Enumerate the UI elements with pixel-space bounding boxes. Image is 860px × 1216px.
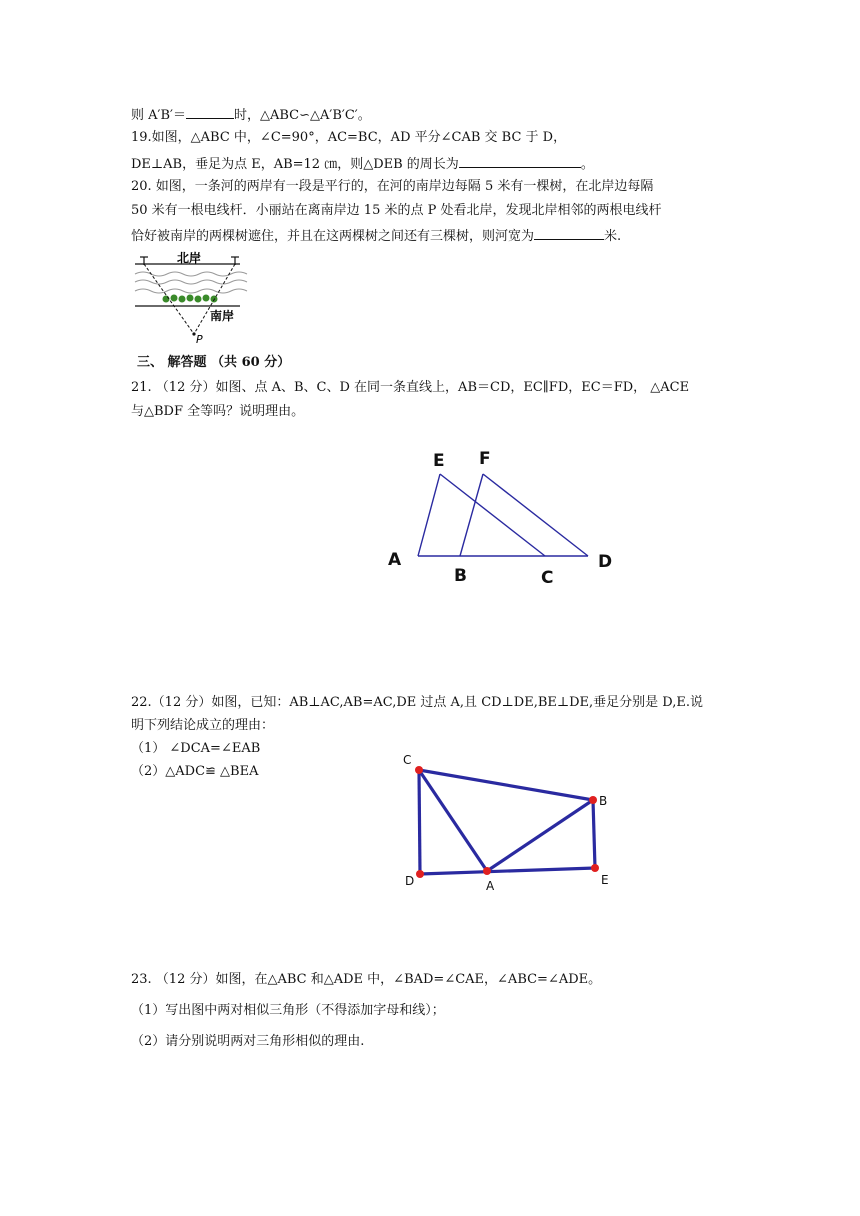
segment-ca [419, 770, 487, 871]
q20-line3-prefix: 恰好被南岸的两棵树遮住，并且在这两棵树之间还有三棵树，则河宽为 [131, 229, 535, 244]
segment-cb [419, 770, 593, 800]
wave-2 [135, 280, 247, 284]
segment-bf [460, 474, 483, 556]
q20-answer-blank[interactable] [534, 226, 604, 240]
wave-3 [135, 289, 247, 293]
tree [187, 295, 194, 302]
label-c: C [541, 568, 554, 588]
q23-item1: （1）写出图中两对相似三角形（不得添加字母和线）； [131, 1003, 445, 1018]
q19-answer-blank[interactable] [459, 154, 581, 168]
label-a: A [388, 550, 402, 570]
q21-line2: 与△BDF 全等吗？说明理由。 [131, 404, 305, 419]
segment-ed [420, 868, 595, 874]
q22-item2: （2）△ADC≌ △BEA [131, 764, 259, 779]
q23-item2: （2）请分别说明两对三角形相似的理由. [131, 1034, 365, 1049]
section3-title: 三、 解答题 （共 60 分） [137, 355, 291, 370]
label-d: D [405, 874, 415, 888]
q22-line1: 22.（12 分）如图，已知：AB⊥AC,AB=AC,DE 过点 A,且 CD⊥DE,BE⊥DE,垂足分别是 D,E.说 [131, 695, 703, 710]
point-b [589, 796, 597, 804]
label-e: E [601, 873, 609, 887]
q18-prefix: 则 A′B′＝ [131, 108, 186, 123]
q20-line1: 20. 如图，一条河的两岸有一段是平行的，在河的南岸边每隔 5 米有一棵树，在北岸边每隔 [131, 179, 654, 194]
q20-line3-suffix: 米. [604, 229, 622, 244]
tree [179, 296, 186, 303]
q22-item1: （1） ∠DCA=∠EAB [131, 741, 261, 756]
segment-ae [418, 474, 440, 556]
label-d: D [598, 552, 613, 572]
point-e [591, 864, 599, 872]
q18-line [131, 105, 371, 125]
q20-line2: 50 米有一根电线杆．小丽站在离南岸边 15 米的点 P 处看北岸，发现北岸相邻的两根电线杆 [131, 203, 662, 218]
label-b: B [454, 566, 467, 586]
q18-answer-blank[interactable] [186, 105, 234, 119]
segment-ab [487, 800, 593, 871]
point-d [416, 870, 424, 878]
label-c: C [403, 753, 412, 767]
wave-1 [135, 272, 247, 276]
q19-line2-prefix: DE⊥AB，垂足为点 E，AB=12 ㎝，则△DEB 的周长为 [131, 157, 459, 172]
segment-ec [440, 474, 545, 556]
label-f: F [479, 449, 491, 469]
q21-line1: 21. （12 分）如图、点 A、B、C、D 在同一条直线上，AB＝CD，EC∥FD，EC＝FD， △ACE [131, 380, 690, 395]
tree [203, 295, 210, 302]
q18-suffix: 时，△ABC∽△A′B′C′。 [233, 108, 371, 123]
segment-fd [483, 474, 588, 556]
q20-line3 [131, 226, 621, 246]
q23-line1: 23. （12 分）如图，在△ABC 和△ADE 中，∠BAD=∠CAE，∠ABC=∠ADE。 [131, 972, 602, 987]
north-bank-label: 北岸 [177, 251, 202, 265]
point-c [415, 766, 423, 774]
label-b: B [599, 794, 608, 808]
q19-line1: 19.如图，△ABC 中，∠C=90°，AC=BC，AD 平分∠CAB 交 BC 于 D， [131, 130, 567, 145]
q22-line2: 明下列结论成立的理由： [131, 718, 275, 733]
south-bank-label: 南岸 [210, 309, 235, 323]
q19-line2-suffix: 。 [580, 157, 594, 172]
tree [195, 296, 202, 303]
segment-be [593, 800, 595, 868]
point-a [483, 867, 491, 875]
segment-dc [419, 770, 420, 874]
tree [171, 295, 178, 302]
q22-figure [395, 750, 625, 900]
q19-line2 [131, 154, 594, 174]
q21-figure [380, 440, 630, 590]
river-figure [130, 250, 260, 345]
label-e: E [433, 451, 445, 471]
label-a: A [486, 879, 495, 893]
point-p-label: P [196, 333, 203, 346]
